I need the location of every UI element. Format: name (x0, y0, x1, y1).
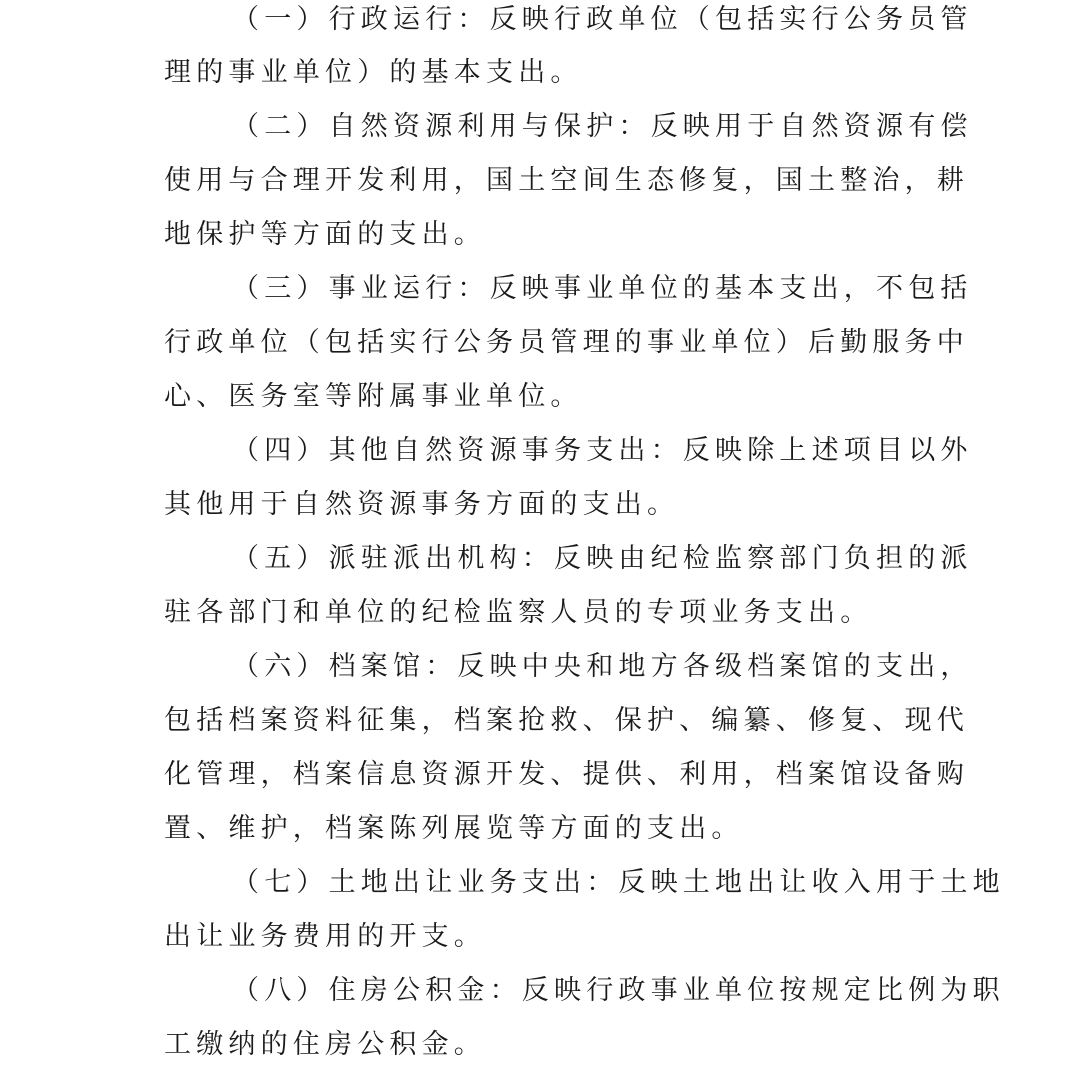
paragraph-8-line-2: 工缴纳的住房公积金。 (164, 1029, 486, 1060)
paragraph-4-line-2: 其他用于自然资源事务方面的支出。 (164, 489, 680, 520)
paragraph-7-line-1: （七）土地出让业务支出：反映土地出让收入用于土地 (232, 867, 1005, 898)
paragraph-4-line-1: （四）其他自然资源事务支出：反映除上述项目以外 (232, 435, 973, 466)
paragraph-5-line-1: （五）派驻派出机构：反映由纪检监察部门负担的派 (232, 543, 973, 574)
paragraph-5-line-2: 驻各部门和单位的纪检监察人员的专项业务支出。 (164, 597, 873, 628)
paragraph-8-line-1: （八）住房公积金：反映行政事业单位按规定比例为职 (232, 975, 1005, 1006)
paragraph-2-line-3: 地保护等方面的支出。 (164, 219, 486, 250)
paragraph-1-line-2: 理的事业单位）的基本支出。 (164, 57, 583, 88)
paragraph-6-line-3: 化管理，档案信息资源开发、提供、利用，档案馆设备购 (164, 759, 969, 790)
paragraph-6-line-4: 置、维护，档案陈列展览等方面的支出。 (164, 813, 744, 844)
paragraph-3-line-3: 心、医务室等附属事业单位。 (164, 381, 583, 412)
paragraph-6-line-1: （六）档案馆：反映中央和地方各级档案馆的支出， (232, 651, 973, 682)
paragraph-2-line-2: 使用与合理开发利用，国土空间生态修复，国土整治，耕 (164, 165, 969, 196)
paragraph-3-line-1: （三）事业运行：反映事业单位的基本支出，不包括 (232, 273, 973, 304)
paragraph-3-line-2: 行政单位（包括实行公务员管理的事业单位）后勤服务中 (164, 327, 969, 358)
paragraph-2-line-1: （二）自然资源利用与保护：反映用于自然资源有偿 (232, 111, 973, 142)
paragraph-7-line-2: 出让业务费用的开支。 (164, 921, 486, 952)
paragraph-1-line-1: （一）行政运行：反映行政单位（包括实行公务员管 (232, 4, 973, 35)
paragraph-6-line-2: 包括档案资料征集，档案抢救、保护、编纂、修复、现代 (164, 705, 969, 736)
